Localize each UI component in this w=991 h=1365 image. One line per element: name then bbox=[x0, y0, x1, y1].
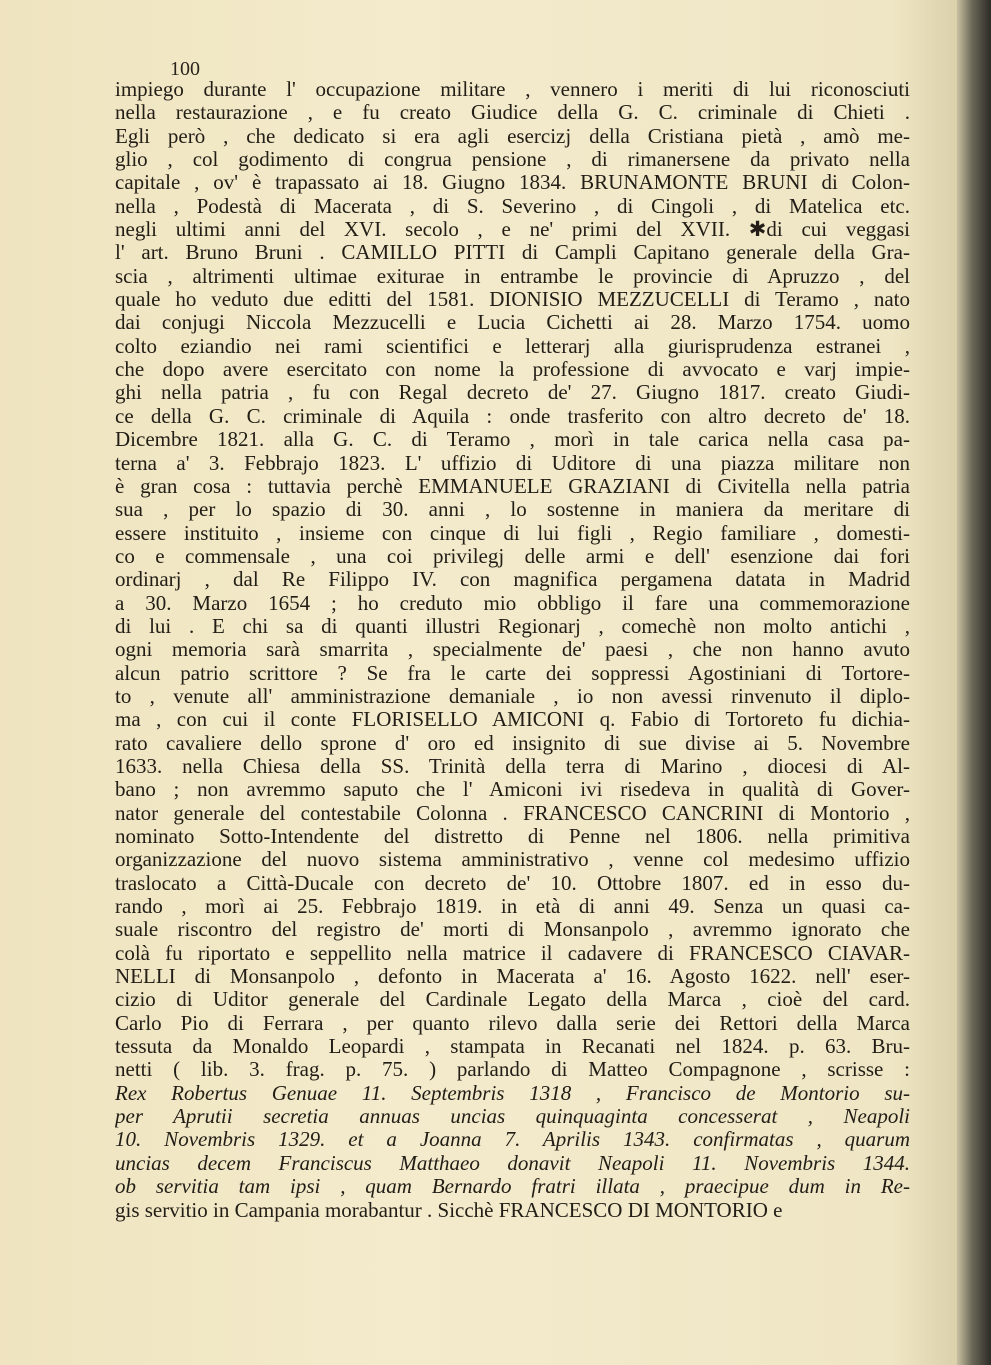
text-line: rato cavaliere dello sprone d' oro ed insignito di sue divise ai 5. Novembre bbox=[115, 731, 910, 755]
text-line: nominato Sotto-Intendente del distretto di Penne nel 1806. nella primitiva bbox=[115, 825, 910, 848]
latin-quote-line: per Aprutii secretia annuas uncias quinquaginta concesserat , Neapoli bbox=[115, 1105, 910, 1129]
latin-quote-line: 10. Novembris 1329. et a Joanna 7. Aprilis 1343. confirmatas , quarum bbox=[115, 1128, 910, 1152]
text-line: nella , Podestà di Macerata , di S. Severino , di Cingoli , di Matelica etc. bbox=[115, 194, 910, 218]
text-line: Egli però , che dedicato si era agli esercizj della Cristiana pietà , amò me- bbox=[115, 124, 910, 148]
text-line: gis servitio in Campania morabantur . Sicchè FRANCESCO DI MONTORIO e bbox=[115, 1198, 783, 1222]
text-line: 1633. nella Chiesa della SS. Trinità della terra di Marino , diocesi di Al- bbox=[115, 754, 910, 778]
text-line: colà fu riportato e seppellito nella matrice il cadavere di FRANCESCO CIAVAR- bbox=[115, 941, 910, 965]
text-line: ma , con cui il conte FLORISELLO AMICONI q. Fabio di Tortoreto fu dichia- bbox=[115, 708, 910, 732]
text-line: Carlo Pio di Ferrara , per quanto rilevo dalla serie dei Rettori della Marca bbox=[115, 1011, 910, 1035]
text-line: cizio di Uditor generale del Cardinale Legato della Marca , cioè del card. bbox=[115, 988, 910, 1012]
text-line: to , venute all' amministrazione demaniale , io non avessi rinvenuto il diplo- bbox=[115, 684, 910, 708]
text-line: essere instituito , insieme con cinque di lui figli , Regio familiare , domesti- bbox=[115, 521, 910, 545]
text-line: colto eziandio nei rami scientifici e letterarj alla giurisprudenza estranei , bbox=[115, 334, 910, 358]
text-line: co e commensale , una coi privilegj delle armi e dell' esenzione dai fori bbox=[115, 544, 910, 568]
text-line: terna a' 3. Febbrajo 1823. L' uffizio di Uditore di una piazza militare non bbox=[115, 451, 910, 475]
text-line: dai conjugi Niccola Mezzucelli e Lucia Cichetti ai 28. Marzo 1754. uomo bbox=[115, 311, 910, 335]
text-line: capitale , ov' è trapassato ai 18. Giugno 1834. BRUNAMONTE BRUNI di Colon- bbox=[115, 171, 910, 195]
text-line: negli ultimi anni del XVI. secolo , e ne' primi del XVII. ✱di cui veggasi bbox=[115, 218, 910, 242]
text-line: NELLI di Monsanpolo , defonto in Macerata a' 16. Agosto 1622. nell' eser- bbox=[115, 965, 910, 989]
text-line: quale ho veduto due editti del 1581. DIONISIO MEZZUCELLI di Teramo , nato bbox=[115, 288, 910, 312]
text-line: sua , per lo spazio di 30. anni , lo sostenne in maniera da meritare di bbox=[115, 498, 910, 522]
text-line: organizzazione del nuovo sistema amministrativo , venne col medesimo uffizio bbox=[115, 848, 910, 872]
text-line: ordinarj , dal Re Filippo IV. con magnifica pergamena datata in Madrid bbox=[115, 568, 910, 592]
text-line: ghi nella patria , fu con Regal decreto de' 27. Giugno 1817. creato Giudi- bbox=[115, 381, 910, 405]
text-line: nator generale del contestabile Colonna . FRANCESCO CANCRINI di Montorio , bbox=[115, 801, 910, 825]
text-line: ce della G. C. criminale di Aquila : onde trasferito con altro decreto de' 18. bbox=[115, 404, 910, 428]
text-line: che dopo avere esercitato con nome la professione di avvocato e varj impie- bbox=[115, 358, 910, 382]
text-line: scia , altrimenti ultimae exiturae in entrambe le provincie di Apruzzo , del bbox=[115, 264, 910, 288]
text-line: glio , col godimento di congrua pensione , di rimanersene da privato nella bbox=[115, 148, 910, 172]
text-line: l' art. Bruno Bruni . CAMILLO PITTI di Campli Capitano generale della Gra- bbox=[115, 241, 910, 265]
page-number: 100 bbox=[170, 58, 200, 80]
body-text bbox=[115, 78, 910, 1222]
text-line: a 30. Marzo 1654 ; ho creduto mio obbligo il fare una commemorazione bbox=[115, 591, 910, 615]
text-line: nella restaurazione , e fu creato Giudice della G. C. criminale di Chieti . bbox=[115, 101, 910, 125]
latin-quote-line: uncias decem Franciscus Matthaeo donavit Neapoli 11. Novembris 1344. bbox=[115, 1151, 910, 1175]
latin-quote-line: ob servitia tam ipsi , quam Bernardo fratri illata , praecipue dum in Re- bbox=[115, 1175, 910, 1199]
text-line: impiego durante l' occupazione militare , vennero i meriti di lui riconosciuti bbox=[115, 78, 910, 101]
text-line: netti ( lib. 3. frag. p. 75. ) parlando di Matteo Compagnone , scrisse : bbox=[115, 1058, 910, 1082]
latin-quote-line: Rex Robertus Genuae 11. Septembris 1318 , Francisco de Montorio su- bbox=[115, 1081, 910, 1105]
text-line: alcun patrio scrittore ? Se fra le carte dei soppressi Agostiniani di Tortore- bbox=[115, 661, 910, 685]
text-line: traslocato a Città-Ducale con decreto de' 10. Ottobre 1807. ed in esso du- bbox=[115, 871, 910, 895]
text-line: Dicembre 1821. alla G. C. di Teramo , morì in tale carica nella casa pa- bbox=[115, 428, 910, 452]
text-line: suale riscontro del registro de' morti di Monsanpolo , avremmo ignorato che bbox=[115, 918, 910, 942]
text-line: è gran cosa : tuttavia perchè EMMANUELE GRAZIANI di Civitella nella patria bbox=[115, 474, 910, 498]
text-line: bano ; non avremmo saputo che l' Amiconi ivi risedeva in qualità di Gover- bbox=[115, 778, 910, 802]
text-line: ogni memoria sarà smarrita , specialmente de' paesi , che non hanno avuto bbox=[115, 638, 910, 662]
text-line: di lui . E chi sa di quanti illustri Regionarj , comechè non molto antichi , bbox=[115, 614, 910, 638]
text-line: tessuta da Monaldo Leopardi , stampata in Recanati nel 1824. p. 63. Bru- bbox=[115, 1035, 910, 1059]
text-line: rando , morì ai 25. Febbrajo 1819. in età di anni 49. Senza un quasi ca- bbox=[115, 895, 910, 919]
book-spine-shadow bbox=[957, 0, 991, 1365]
